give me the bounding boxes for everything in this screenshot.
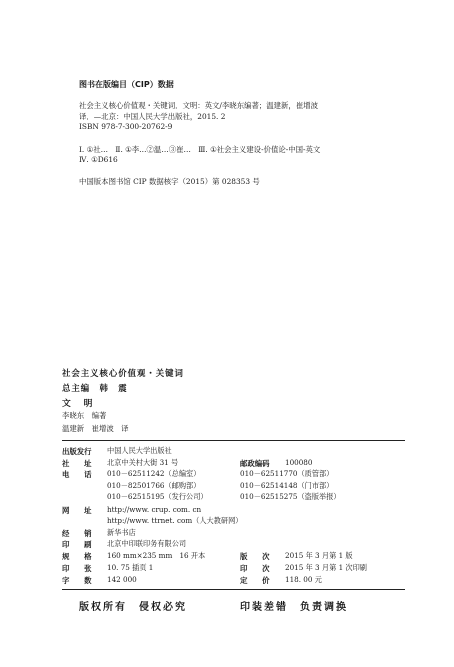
- edition-value: 2015 年 3 月第 1 版: [285, 551, 353, 560]
- spec-label: 规 格: [62, 552, 92, 561]
- phone-value: 010－62511770（质管部）: [240, 469, 334, 478]
- author-credit: 李晓东 编著: [62, 411, 107, 420]
- website-link[interactable]: http://www. crup. com. cn: [107, 505, 202, 514]
- phone-value: 010－62515275（盗版举报）: [240, 492, 341, 501]
- phone-value: 010－62515195（发行公司）: [107, 492, 208, 501]
- cip-isbn: ISBN 978-7-300-20762-9: [79, 122, 173, 131]
- word-count-value: 142 000: [107, 575, 137, 584]
- phone-value: 010－62514148（门市部）: [240, 481, 334, 490]
- sheets-value: 10. 75 插页 1: [107, 563, 154, 572]
- phone-value: 010－62511242（总编室）: [107, 469, 201, 478]
- sheets-label: 印 张: [62, 564, 92, 573]
- chief-editor: 总主编 韩 震: [62, 383, 128, 393]
- misprint-notice: 印装差错 负责调换: [240, 602, 348, 613]
- word-count-label: 字 数: [62, 576, 92, 585]
- cip-entry-line: 社会主义核心价值观・关键词．文明：英文/李晓东编著；温建新，崔增波: [79, 101, 318, 110]
- website-link[interactable]: http://www. ttrnet. com（人大教研网）: [107, 516, 243, 525]
- address-label: 社 址: [62, 459, 92, 468]
- series-title: 社会主义核心价值观・关键词: [62, 368, 184, 378]
- divider-top: [62, 440, 405, 441]
- postcode-value: 100080: [285, 458, 313, 467]
- book-title: 文 明: [62, 399, 95, 409]
- phone-value: 010－82501766（邮购部）: [107, 481, 201, 490]
- publisher-label: 出版发行: [62, 447, 92, 456]
- cip-entry-line: 译．—北京：中国人民大学出版社，2015. 2: [79, 112, 226, 121]
- printer-value: 北京中印联印务有限公司: [107, 539, 187, 548]
- translator-credit: 温建新 崔增波 译: [62, 424, 129, 433]
- website-label: 网 址: [62, 506, 92, 515]
- cip-classification: Ⅳ. ①D616: [79, 155, 118, 164]
- cip-subject-line: Ⅰ. ①社… Ⅱ. ①李…②温…③崔… Ⅲ. ①社会主义建设-价值论-中国-英文: [79, 145, 321, 154]
- distributor-label: 经 销: [62, 529, 92, 538]
- copyright-notice: 版权所有 侵权必究: [79, 602, 187, 613]
- spec-value: 160 mm×235 mm 16 开本: [107, 551, 206, 560]
- price-value: 118. 00 元: [285, 575, 322, 584]
- cip-record-number: 中国版本图书馆 CIP 数据核字（2015）第 028353 号: [79, 177, 260, 186]
- impression-label: 印 次: [240, 564, 270, 573]
- postcode-label: 邮政编码: [240, 459, 270, 468]
- distributor-value: 新华书店: [107, 528, 136, 537]
- publisher-value: 中国人民大学出版社: [107, 446, 172, 455]
- divider-bottom: [62, 589, 405, 590]
- address-value: 北京中关村大街 31 号: [107, 458, 179, 467]
- price-label: 定 价: [240, 576, 270, 585]
- printer-label: 印 刷: [62, 540, 92, 549]
- impression-value: 2015 年 3 月第 1 次印刷: [285, 563, 367, 572]
- phone-label: 电 话: [62, 470, 92, 479]
- cip-heading: 图书在版编目（CIP）数据: [79, 80, 174, 89]
- edition-label: 版 次: [240, 552, 270, 561]
